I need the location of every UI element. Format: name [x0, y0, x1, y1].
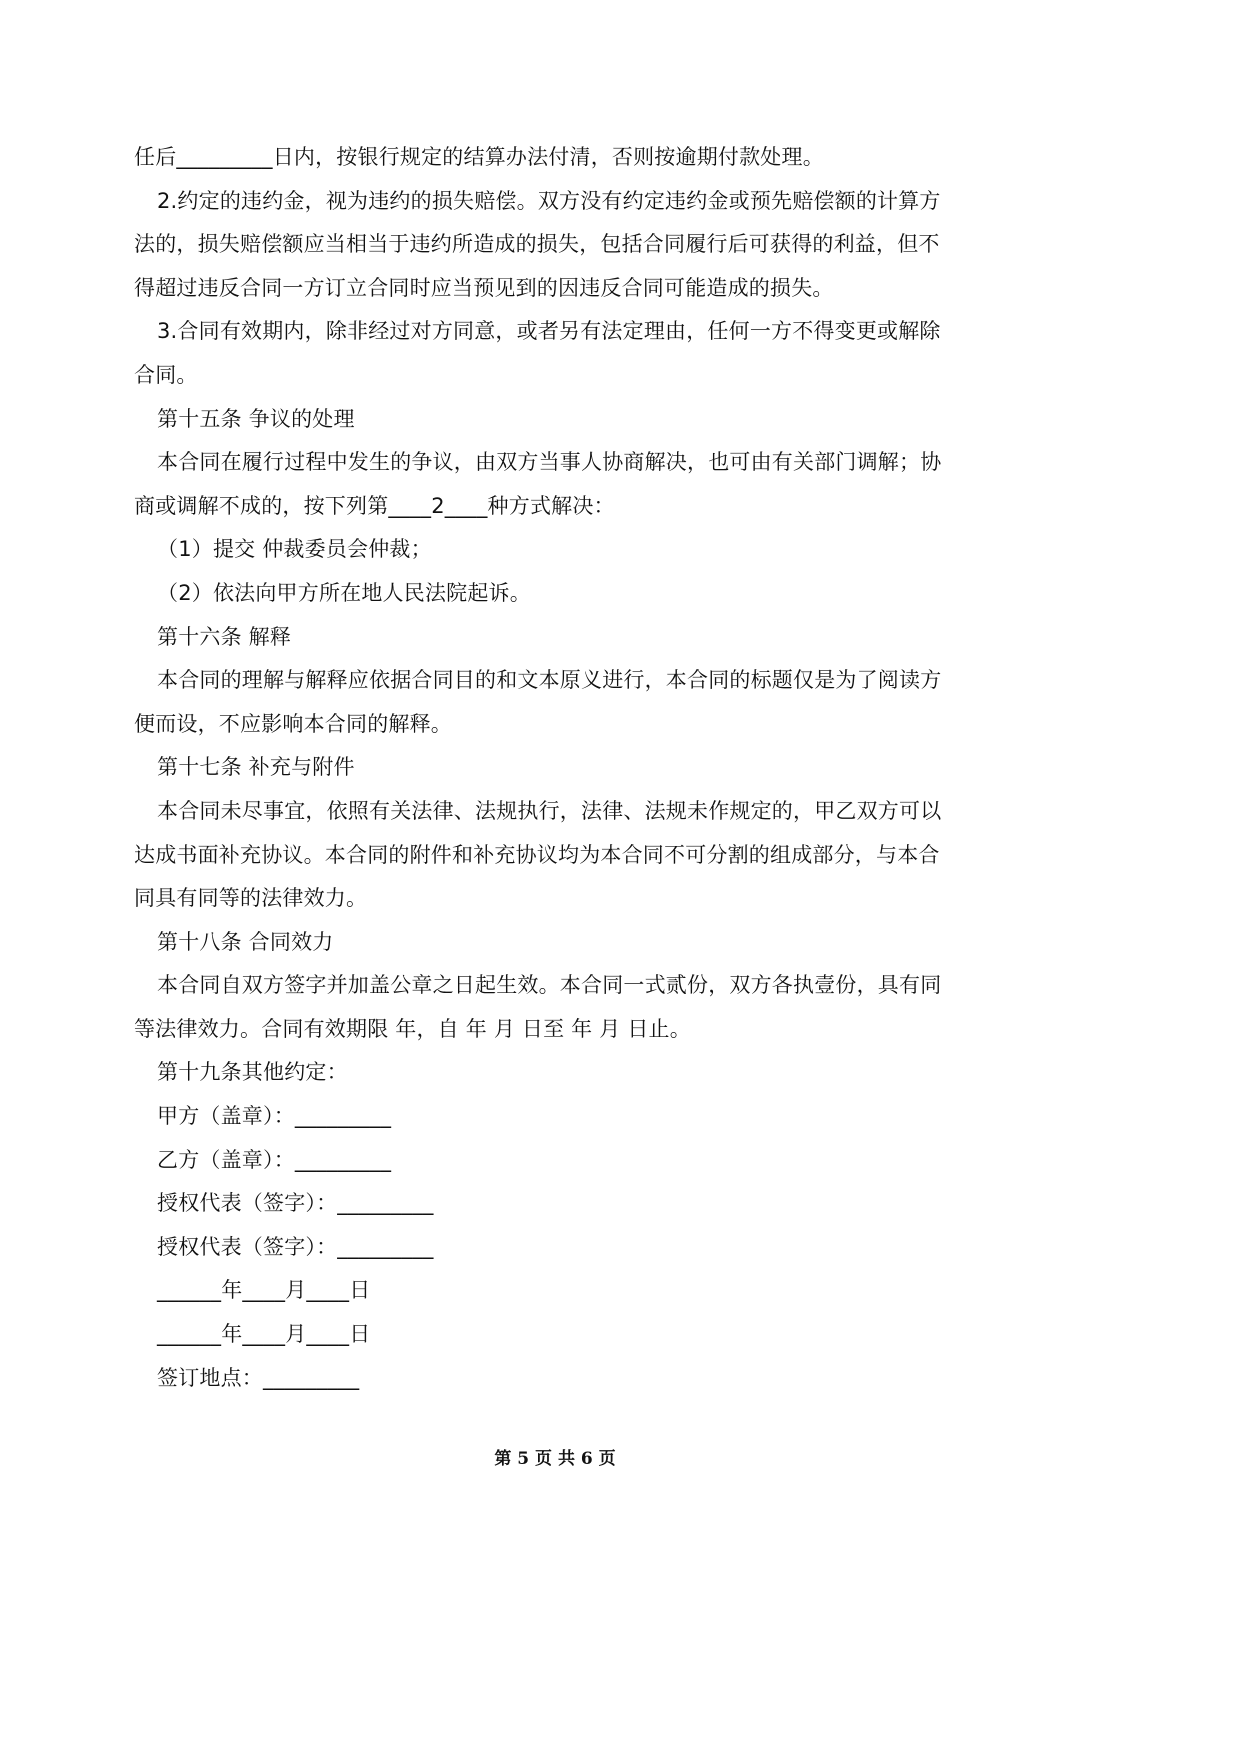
section-heading: 第十九条其他约定：	[157, 1060, 348, 1085]
date-field: ______年____月____日	[157, 1322, 371, 1347]
text-line: 便而设，不应影响本合同的解释。	[134, 711, 452, 736]
text-line: 合同。	[134, 362, 198, 387]
signature-field-party-a: 甲方（盖章）：_________	[157, 1104, 392, 1129]
text-line: 本合同的理解与解释应依据合同目的和文本原义进行，本合同的标题仅是为了阅读方	[157, 668, 942, 693]
text-line: 本合同自双方签字并加盖公章之日起生效。本合同一式贰份，双方各执壹份，具有同	[157, 973, 942, 998]
contract-body	[134, 136, 976, 1400]
signature-field-party-b: 乙方（盖章）：_________	[157, 1147, 392, 1172]
text-line: 本合同未尽事宜，依照有关法律、法规执行，法律、法规未作规定的，甲乙双方可以	[157, 798, 942, 823]
text-line: 同具有同等的法律效力。	[134, 886, 368, 911]
section-heading: 第十七条 补充与附件	[157, 755, 355, 780]
signature-field-representative: 授权代表（签字）：_________	[157, 1234, 434, 1259]
text-line: 等法律效力。合同有效期限 年，自 年 月 日至 年 月 日止。	[134, 1016, 691, 1041]
list-item: （2）依法向甲方所在地人民法院起诉。	[157, 580, 531, 605]
page-footer: 第 5 页 共 6 页	[494, 1449, 616, 1469]
text-line: 法的，损失赔偿额应当相当于违约所造成的损失，包括合同履行后可获得的利益，但不	[134, 232, 940, 257]
text-line: 2.约定的违约金，视为违约的损失赔偿。双方没有约定违约金或预先赔偿额的计算方	[157, 188, 941, 213]
list-item: （1）提交 仲裁委员会仲裁；	[157, 537, 432, 562]
signature-field-representative: 授权代表（签字）：_________	[157, 1191, 434, 1216]
date-field: ______年____月____日	[157, 1278, 371, 1303]
section-heading: 第十六条 解释	[157, 624, 292, 649]
text-line: 3.合同有效期内，除非经过对方同意，或者另有法定理由，任何一方不得变更或解除	[157, 319, 941, 344]
section-heading: 第十五条 争议的处理	[157, 406, 355, 431]
text-line: 得超过违反合同一方订立合同时应当预见到的因违反合同可能造成的损失。	[134, 275, 834, 300]
text-line: 达成书面补充协议。本合同的附件和补充协议均为本合同不可分割的组成部分，与本合	[134, 842, 940, 867]
text-line: 任后_________日内，按银行规定的结算办法付清，否则按逾期付款处理。	[134, 145, 824, 169]
signing-location-field: 签订地点：_________	[157, 1365, 360, 1390]
text-line: 本合同在履行过程中发生的争议，由双方当事人协商解决，也可由有关部门调解；协	[157, 450, 942, 475]
section-heading: 第十八条 合同效力	[157, 929, 334, 954]
text-line: 商或调解不成的，按下列第____2____种方式解决：	[134, 493, 615, 518]
